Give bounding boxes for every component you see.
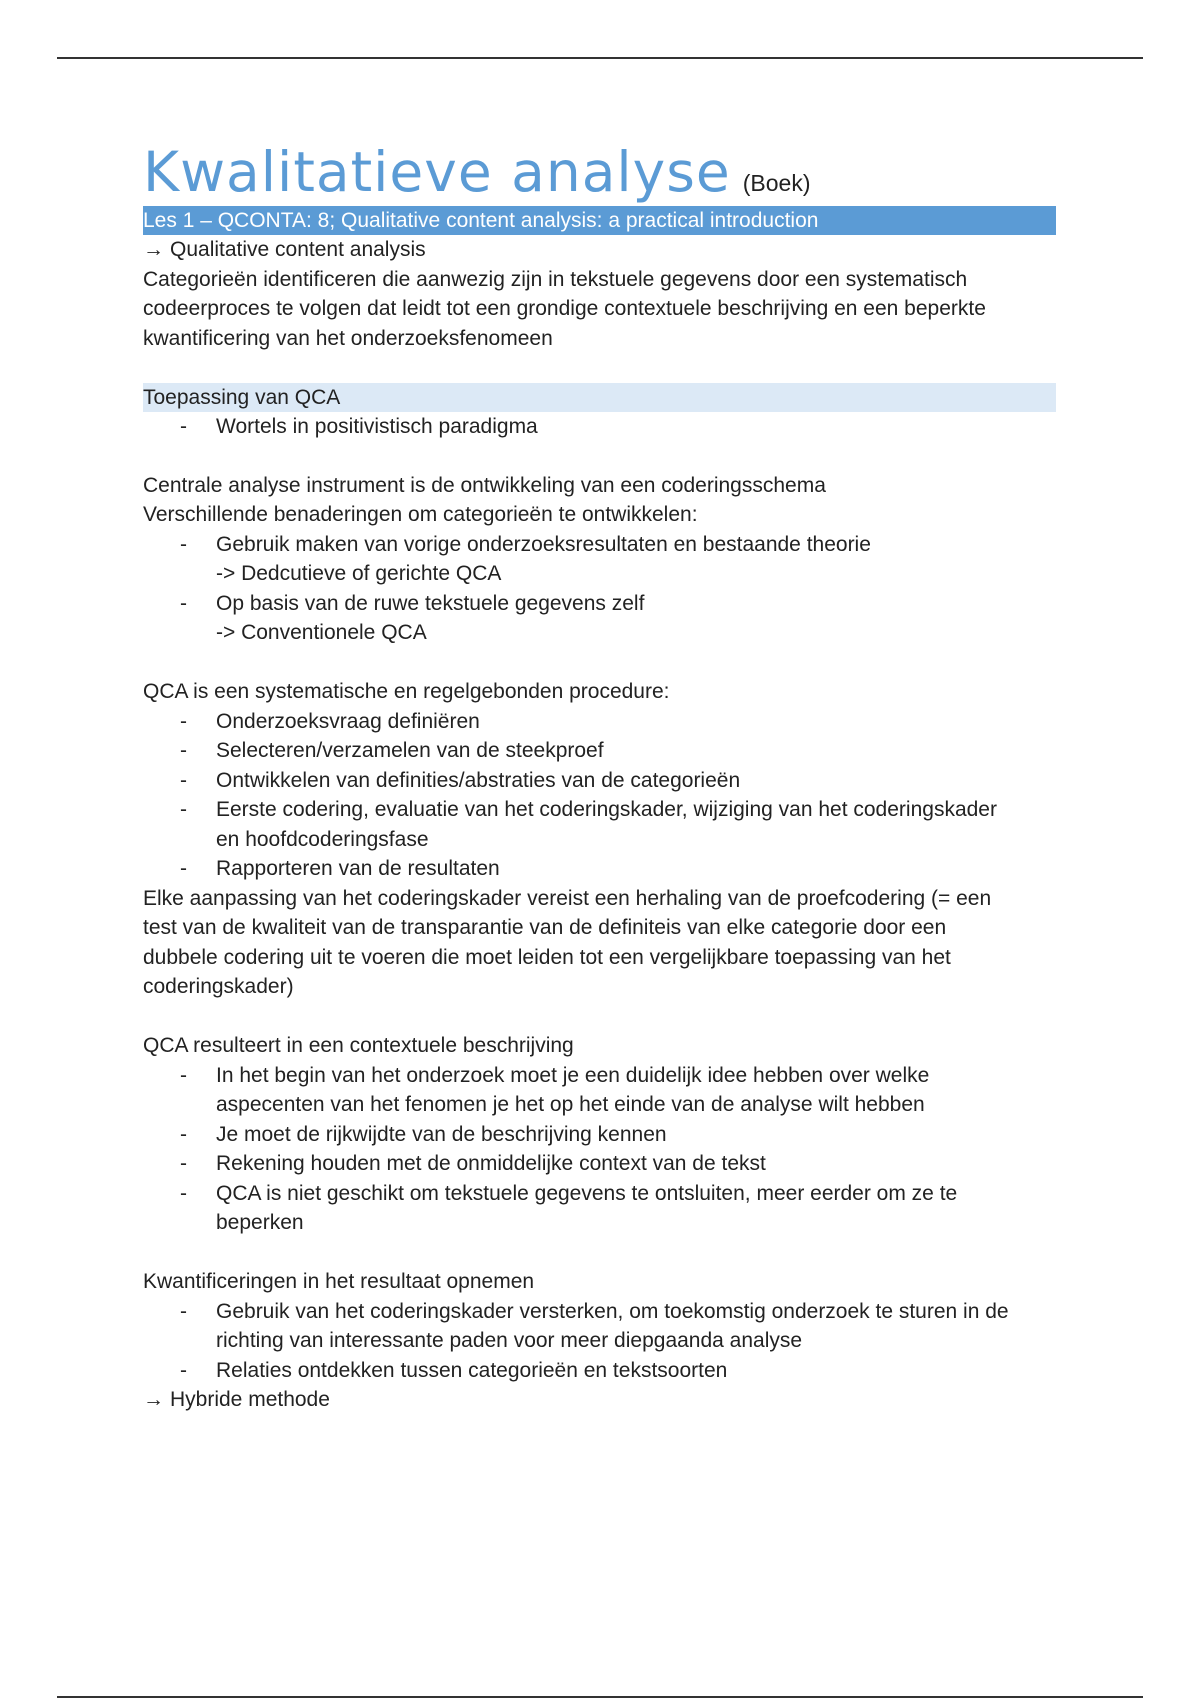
title-note: (Boek) [742, 170, 811, 196]
list-item-text: richting van interessante paden voor meer diepgaanda analyse [216, 1329, 803, 1352]
approaches-list [143, 530, 1056, 648]
list-item-text: Je moet de rijkwijdte van de beschrijving kennen [216, 1122, 667, 1146]
list-item [143, 1061, 1056, 1120]
list-item-text: In het begin van het onderzoek moet je een duidelijk idee hebben over welke [216, 1063, 930, 1087]
paragraph-line: test van de kwaliteit van de transparantie van de definiteis van elke categorie door een [143, 916, 947, 939]
bottom-rule [57, 1696, 1143, 1698]
definition-line: Categorieën identificeren die aanwezig zijn in tekstuele gegevens door een systematisch [143, 267, 968, 291]
dash-bullet: - [180, 591, 187, 615]
lesson-header: Les 1 – QCONTA: 8; Qualitative content analysis: a practical introduction [143, 206, 1056, 235]
dash-bullet: - [180, 1299, 187, 1323]
list-item-subtext: -> Conventionele QCA [216, 621, 427, 644]
toepassing-list [143, 412, 1056, 442]
dash-bullet: - [180, 768, 187, 792]
intro-heading-text: Qualitative content analysis [170, 238, 426, 261]
list-item-text: Gebruik van het coderingskader versterken, om toekomstig onderzoek te sturen in de [216, 1299, 1009, 1323]
kwantificering-list [143, 1297, 1056, 1386]
list-item [143, 736, 1056, 766]
paragraph-line: dubbele codering uit te voeren die moet leiden tot een vergelijkbare toepassing van het [143, 945, 951, 969]
arrow-right-icon: → [143, 238, 164, 261]
dash-bullet: - [180, 414, 187, 438]
dash-bullet: - [180, 1063, 187, 1087]
beschrijving-list [143, 1061, 1056, 1238]
dash-bullet: - [180, 739, 187, 762]
list-item-text: Rekening houden met de onmiddelijke context van de tekst [216, 1152, 766, 1175]
procedure-list [143, 707, 1056, 884]
list-item [143, 412, 1056, 442]
list-item [143, 854, 1056, 884]
paragraph-line: Verschillende benaderingen om categorieën te ontwikkelen: [143, 503, 698, 526]
dash-bullet: - [180, 1122, 187, 1146]
list-item-text: QCA is niet geschikt om tekstuele gegevens te ontsluiten, meer eerder om ze te [216, 1181, 958, 1205]
list-item [143, 530, 1056, 589]
list-item-text: Onderzoeksvraag definiëren [216, 709, 480, 733]
definition-line: kwantificering van het onderzoeksfenomeen [143, 326, 553, 350]
list-item-text: Op basis van de ruwe tekstuele gegevens zelf [216, 591, 645, 615]
list-item-text: Relaties ontdekken tussen categorieën en tekstsoorten [216, 1358, 728, 1382]
list-item-text: Ontwikkelen van definities/abstraties van de categorieën [216, 768, 741, 792]
list-item [143, 1120, 1056, 1150]
list-item [143, 1179, 1056, 1238]
list-item-text: beperken [216, 1211, 304, 1234]
list-item-text: Eerste codering, evaluatie van het coderingskader, wijziging van het coderingskader [216, 798, 997, 821]
title-row [143, 140, 1056, 206]
top-rule [57, 57, 1143, 59]
paragraph-line: QCA resulteert in een contextuele beschrijving [143, 1034, 574, 1057]
list-item-text: aspecenten van het fenomen je het op het einde van de analyse wilt hebben [216, 1093, 925, 1116]
paragraph-line: Centrale analyse instrument is de ontwikkeling van een coderingsschema [143, 473, 826, 497]
page-title: Kwalitatieve analyse [143, 140, 731, 204]
conclusion-text: Hybride methode [170, 1388, 330, 1411]
dash-bullet: - [180, 798, 187, 821]
dash-bullet: - [180, 1358, 187, 1382]
conclusion [143, 1385, 1056, 1415]
list-item-text: Gebruik maken van vorige onderzoeksresultaten en bestaande theorie [216, 532, 871, 556]
dash-bullet: - [180, 1152, 187, 1175]
list-item [143, 1356, 1056, 1386]
list-item-subtext: -> Dedcutieve of gerichte QCA [216, 562, 502, 585]
list-item-text: Rapporteren van de resultaten [216, 857, 500, 880]
list-item [143, 707, 1056, 737]
intro-heading [143, 235, 1056, 265]
section-heading-toepassing: Toepassing van QCA [143, 383, 1056, 412]
dash-bullet: - [180, 857, 187, 880]
paragraph-line: coderingskader) [143, 975, 294, 998]
document-page [143, 140, 1056, 1415]
paragraph-line: Elke aanpassing van het coderingskader vereist een herhaling van de proefcodering (= een [143, 886, 992, 910]
dash-bullet: - [180, 1181, 187, 1205]
list-item-text: Selecteren/verzamelen van de steekproef [216, 739, 604, 762]
list-item-text: Wortels in positivistisch paradigma [216, 414, 538, 438]
list-item [143, 1297, 1056, 1356]
list-item [143, 795, 1056, 854]
list-item [143, 589, 1056, 648]
dash-bullet: - [180, 709, 187, 733]
list-item-text: en hoofdcoderingsfase [216, 827, 429, 851]
paragraph-line: Kwantificeringen in het resultaat opnemen [143, 1270, 535, 1293]
paragraph-line: QCA is een systematische en regelgebonden procedure: [143, 680, 670, 703]
arrow-right-icon: → [143, 1388, 164, 1411]
dash-bullet: - [180, 532, 187, 556]
list-item [143, 1149, 1056, 1179]
definition-line: codeerproces te volgen dat leidt tot een grondige contextuele beschrijving en een beperkte [143, 297, 986, 320]
list-item [143, 766, 1056, 796]
